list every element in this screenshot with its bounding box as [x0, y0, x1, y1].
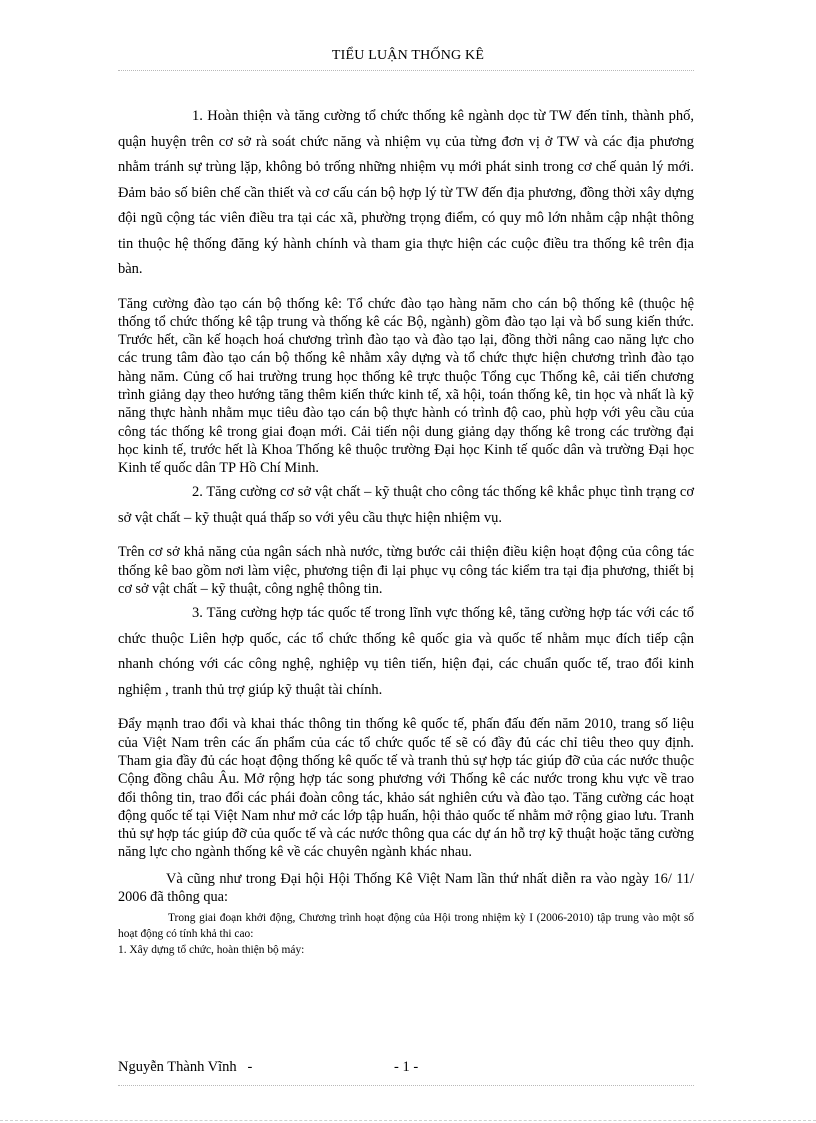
paragraph-item-2: 2. Tăng cường cơ sở vật chất – kỹ thuật cho công tác thống kê khắc phục tình trạng cơ sở vật chất – kỹ thuật quá thấp so với yêu cầu thực hiện nhiệm vụ. — [118, 484, 694, 526]
paragraph-item-3: 3. Tăng cường hợp tác quốc tế trong lĩnh vực thống kê, tăng cường hợp tác với các tổ chức thuộc Liên hợp quốc, các tổ chức thống kê quốc gia và quốc tế nhằm mục đích tiếp cận nhanh chóng với các công nghệ, nghiệp vụ tiên tiến, hiện đại, các chuẩn quốc tế, trao đổi kinh nghiệm , tranh thủ trợ giúp kỹ thuật tài chính. — [118, 605, 694, 698]
page-number: - 1 - — [394, 1059, 419, 1075]
paragraph-training: Tăng cường đào tạo cán bộ thống kê: Tổ chức đào tạo hàng năm cho cán bộ thống kê (thuộc hệ thống tổ chức thống kê tập trung và thống kê các Bộ, ngành) gồm đào tạo lại và bổ sung kiến thức. Trước hết, cần kế hoạch hoá chương trình đào tạo và đào tạo lại, đồng thời nâng cao năng lực cho các trung tâm đào tạo cán bộ thống kê nhằm xây dựng và tổ chức thực hiện chương trình đào tạo hàng năm. Củng cố hai trường trung học thống kê trực thuộc Tổng cục Thống kê, cải tiến chương trình giảng dạy theo hướng tăng thêm kiến thức kinh tế, xã hội, toán thống kê, tin học và nhất là kỹ năng thực hành nhằm mục tiêu đào tạo cán bộ thực hành có trình độ cao, phù hợp với yêu cầu của công tác thống kê trong giai đoạn mới. Cải tiến nội dung giảng dạy thống kê trong các trường đại học kinh tế, trước hết là Khoa Thống kê thuộc trường Đại học Kinh tế quốc dân và trường Đại học Kinh tế quốc dân TP Hồ Chí Minh. — [118, 295, 694, 477]
header-divider — [118, 70, 694, 71]
paragraph-international: Đẩy mạnh trao đổi và khai thác thông tin thống kê quốc tế, phấn đấu đến năm 2010, trang số liệu của Việt Nam trên các ấn phẩm của các tổ chức quốc tế sẽ có đầy đủ các chỉ tiêu theo quy định. Tham gia đầy đủ các hoạt động thống kê quốc tế và tranh thủ sự hợp tác giúp đỡ của các nước thuộc Cộng đồng châu Âu. Mở rộng hợp tác song phương với Thống kê các nước trong khu vực về trao đổi thông tin, trao đổi các phái đoàn công tác, khảo sát nghiên cứu và đào tạo. Tăng cường các hoạt động quốc tế tại Việt Nam như mở các lớp tập huấn, hội thảo quốc tế nhằm mở rộng giao lưu. Tranh thủ sự hợp tác giúp đỡ của quốc tế và các nước thông qua các dự án hỗ trợ kỹ thuật hoặc tăng cường năng lực cho ngành thống kê về các chuyên ngành khác nhau. — [118, 716, 694, 861]
paragraph-build-organization: 1. Xây dựng tổ chức, hoàn thiện bộ máy: — [118, 944, 305, 957]
document-body — [118, 82, 694, 958]
footer-divider — [118, 1085, 694, 1086]
paragraph-item-1: 1. Hoàn thiện và tăng cường tổ chức thống kê ngành dọc từ TW đến tỉnh, thành phố, quận huyện trên cơ sở rà soát chức năng và nhiệm vụ của từng đơn vị ở TW và các địa phương nhằm tránh sự trùng lặp, không bỏ trống những nhiệm vụ mới phát sinh trong cơ chế quản lý mới. Đảm bảo số biên chế cần thiết và cơ cấu cán bộ hợp lý từ TW đến địa phương, đồng thời xây dựng đội ngũ cộng tác viên điều tra tại các xã, phường trọng điểm, có quy mô lớn nhằm cập nhật thông tin thuộc hệ thống đăng ký hành chính và tham gia thực hiện các cuộc điều tra thống kê trên địa bàn. — [118, 108, 694, 277]
paragraph-startup-phase: Trong giai đoạn khởi động, Chương trình hoạt động của Hội trong nhiệm kỳ I (2006-2010) tập trung vào một số hoạt động có tính khả thi cao: — [118, 912, 694, 941]
footer-author: Nguyễn Thành Vĩnh - — [118, 1059, 253, 1075]
paragraph-congress: Và cũng như trong Đại hội Hội Thống Kê Việt Nam lần thứ nhất diễn ra vào ngày 16/ 11/ 2006 đã thông qua: — [118, 870, 694, 906]
running-header-title: TIỂU LUẬN THỐNG KÊ — [331, 48, 485, 63]
page-break-line — [0, 1120, 816, 1121]
paragraph-budget: Trên cơ sở khả năng của ngân sách nhà nước, từng bước cải thiện điều kiện hoạt động của công tác thống kê bao gồm nơi làm việc, phương tiện đi lại phục vụ công tác kiểm tra tại địa phương, thiết bị cơ sở vật chất – kỹ thuật, công nghệ thông tin. — [118, 544, 694, 598]
